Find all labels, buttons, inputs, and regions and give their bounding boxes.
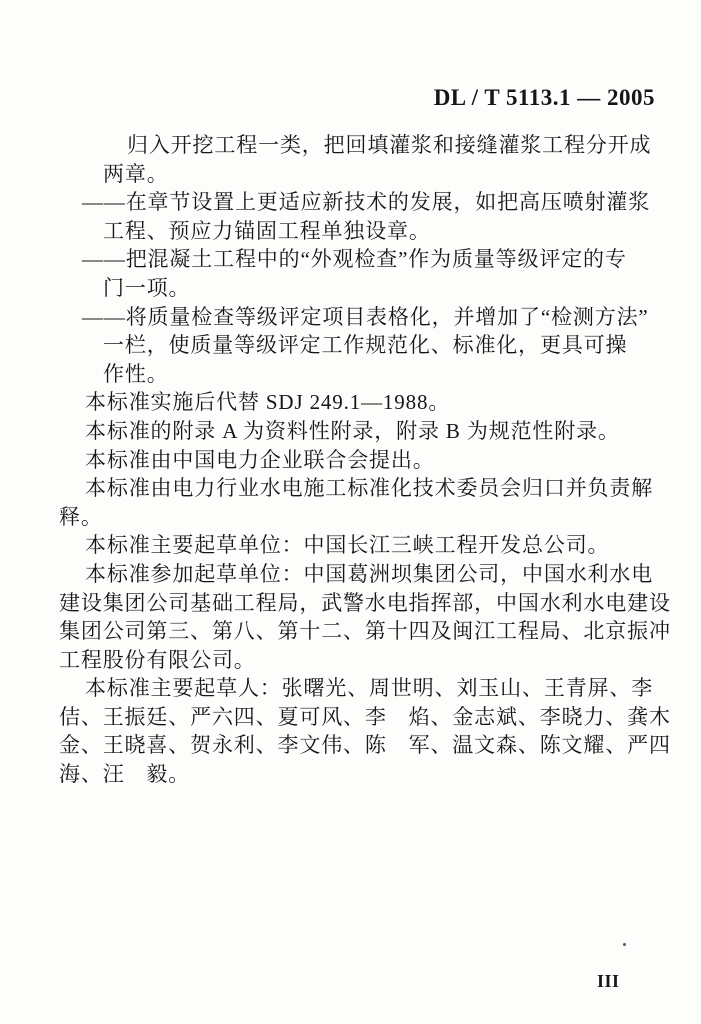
text-line: 作性。	[103, 361, 169, 386]
document-body	[59, 131, 671, 789]
text-line: ——把混凝土工程中的“外观检查”作为质量等级评定的专	[82, 247, 627, 272]
text-line: 两章。	[103, 161, 169, 186]
text-line: 归入开挖工程一类，把回填灌浆和接缝灌浆工程分开成	[127, 133, 652, 157]
text-line: 本标准参加起草单位：中国葛洲坝集团公司，中国水利水电	[85, 561, 654, 586]
text-line: 工程、预应力锚固工程单独设章。	[103, 218, 431, 243]
text-line: 建设集团公司基础工程局，武警水电指挥部，中国水利水电建设	[59, 590, 671, 615]
page-number: III	[597, 971, 620, 991]
standard-number-header: DL / T 5113.1 — 2005	[433, 85, 655, 110]
text-line: 本标准的附录 A 为资料性附录，附录 B 为规范性附录。	[85, 418, 620, 443]
text-line: 海、汪 毅。	[59, 762, 191, 787]
text-line: 本标准实施后代替 SDJ 249.1—1988。	[85, 390, 451, 415]
text-line: 门一项。	[103, 275, 191, 300]
text-line: 佶、王振廷、严六四、夏可风、李 焰、金志斌、李晓力、龚木	[59, 704, 671, 729]
scan-speck	[623, 943, 626, 946]
text-line: ——在章节设置上更适应新技术的发展，如把高压喷射灌浆	[82, 190, 651, 215]
text-line: 工程股份有限公司。	[59, 647, 256, 672]
text-line: ——将质量检查等级评定项目表格化，并增加了“检测方法”	[82, 304, 649, 329]
text-line: 一栏，使质量等级评定工作规范化、标准化，更具可操	[103, 333, 628, 358]
text-line: 本标准由中国电力企业联合会提出。	[85, 447, 435, 472]
text-line: 集团公司第三、第八、第十二、第十四及闽江工程局、北京振冲	[59, 619, 671, 644]
text-line: 金、王晓喜、贺永利、李文伟、陈 军、温文森、陈文耀、严四	[59, 733, 671, 758]
text-line: 本标准主要起草单位：中国长江三峡工程开发总公司。	[85, 533, 610, 558]
text-line: 释。	[59, 504, 103, 529]
text-line: 本标准主要起草人：张曙光、周世明、刘玉山、王青屏、李	[85, 676, 654, 701]
text-line: 本标准由电力行业水电施工标准化技术委员会归口并负责解	[85, 476, 654, 501]
